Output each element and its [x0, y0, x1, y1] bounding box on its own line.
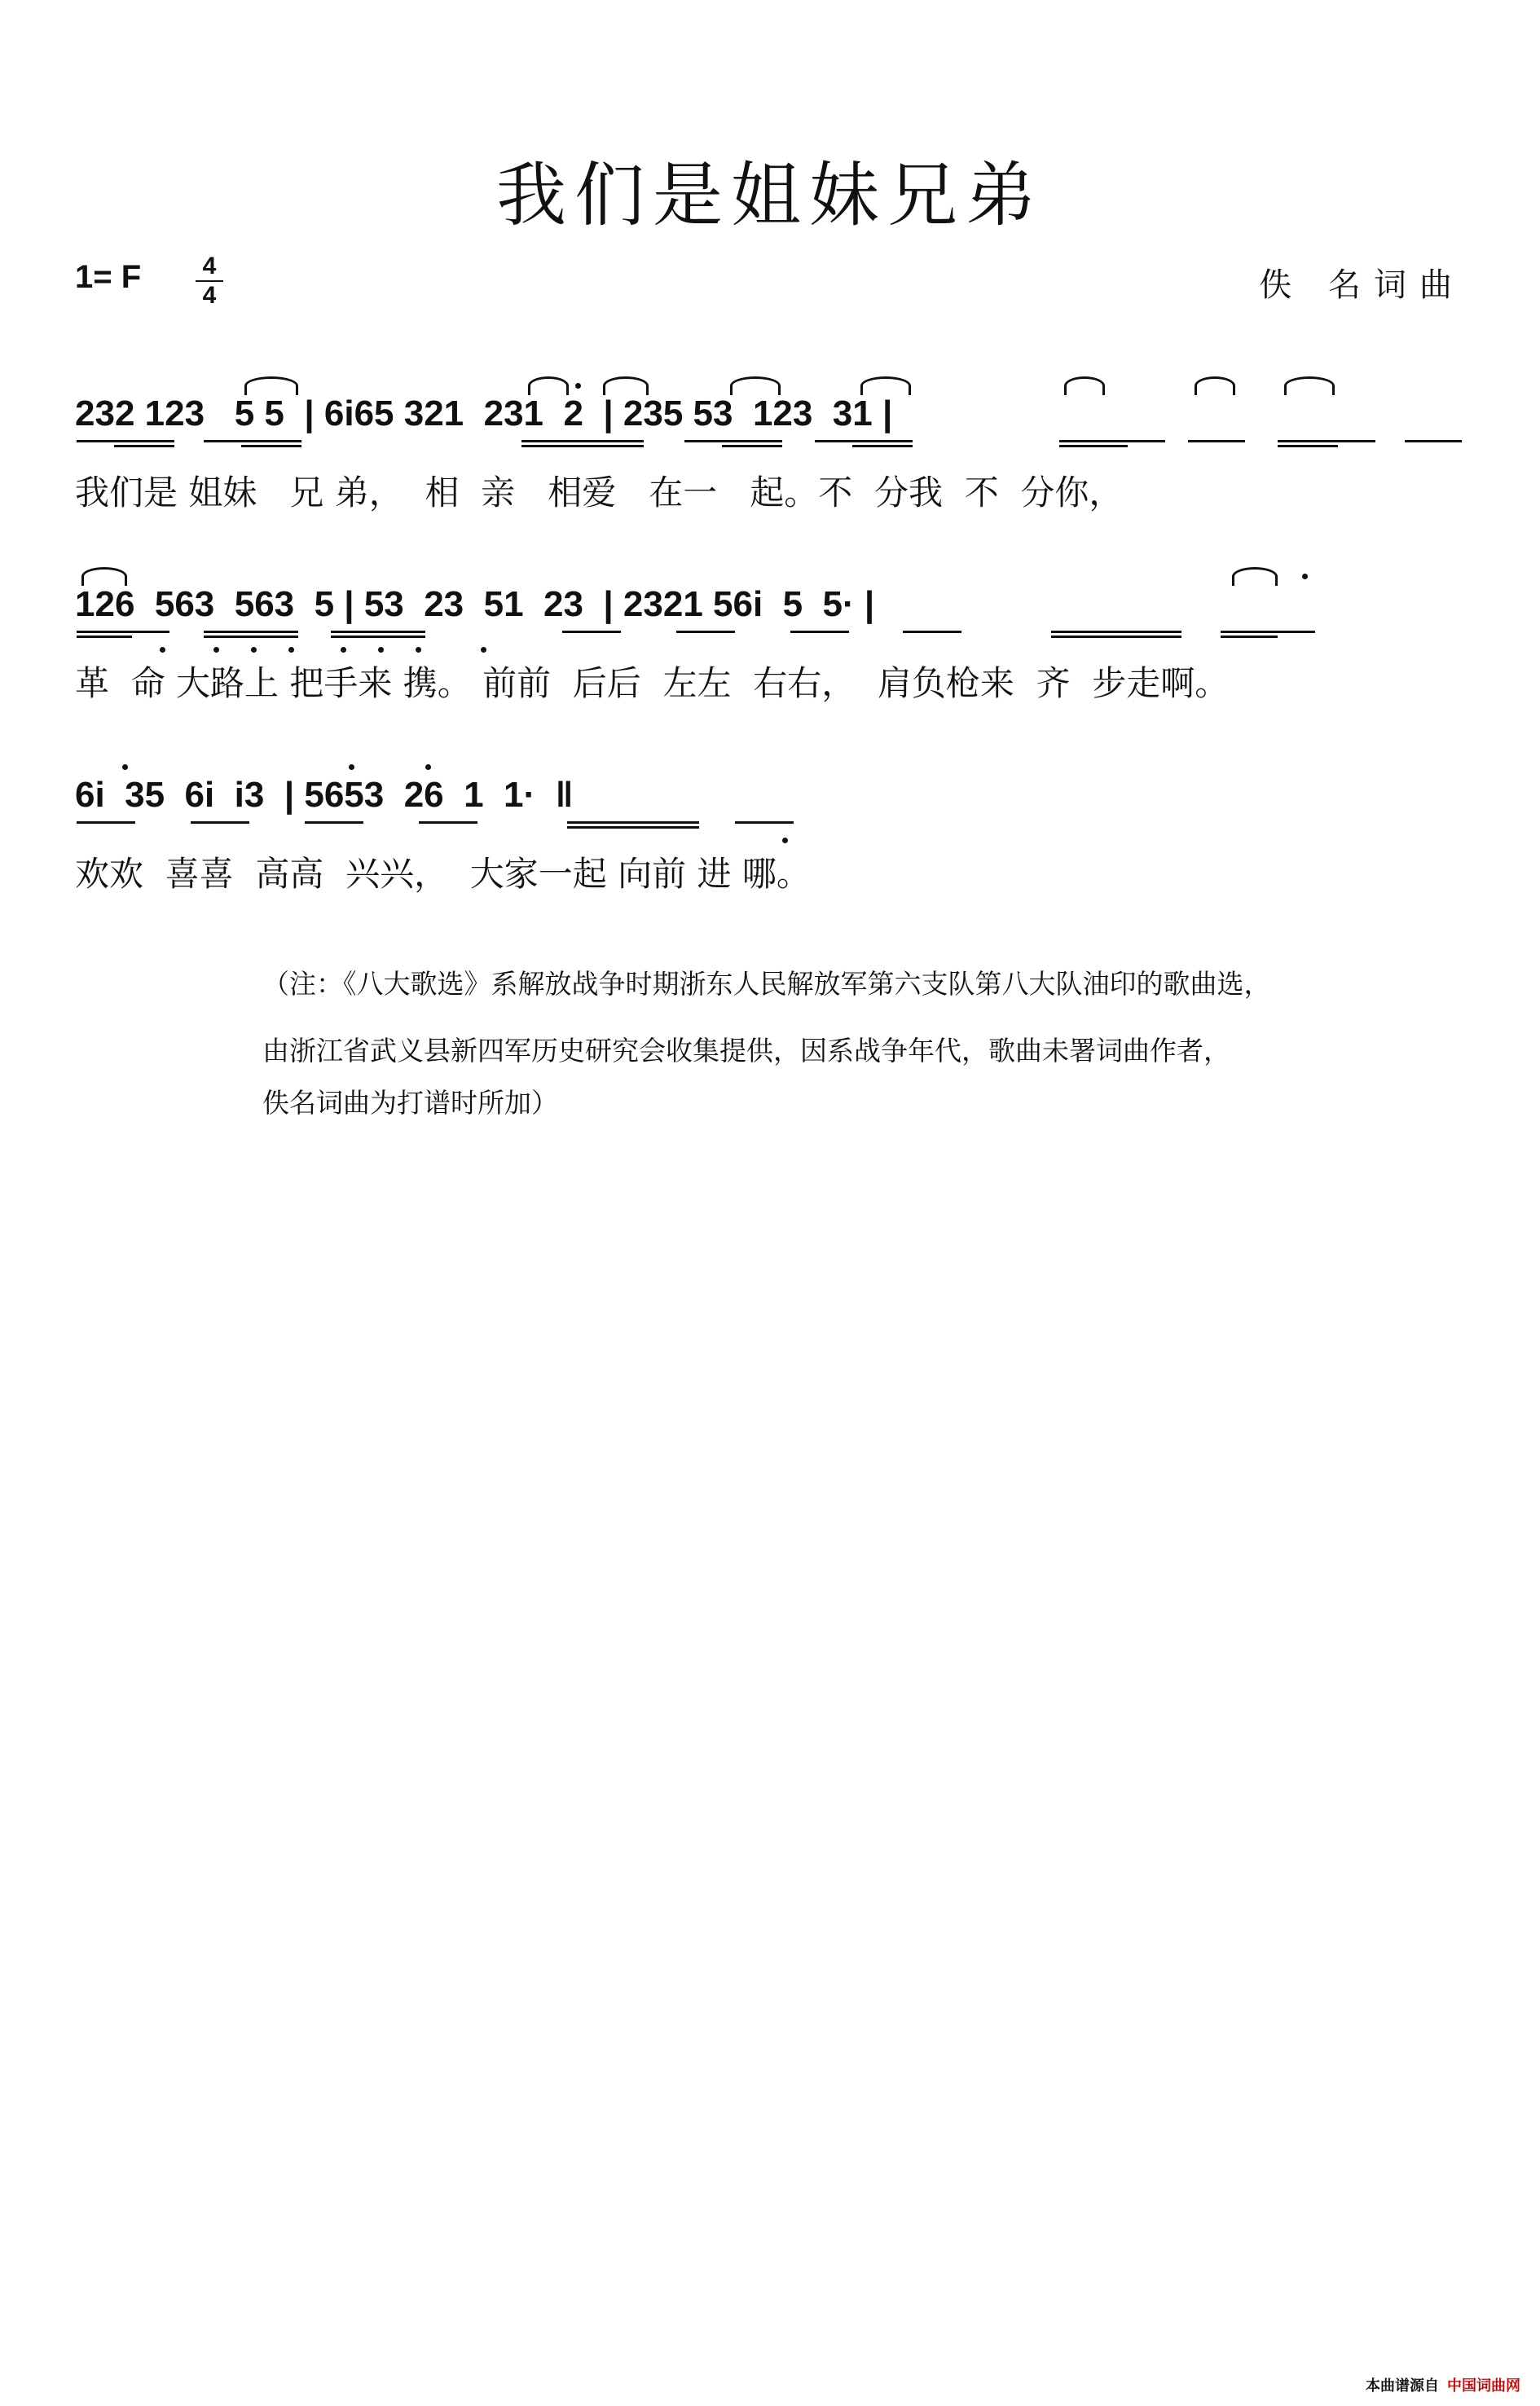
high-octave-dot: [575, 383, 581, 389]
notation-line-3: 6i 35 6i i3 | 5653 26 1 1· ‖: [75, 775, 574, 815]
low-octave-dot: [782, 838, 788, 843]
footnote-line-3: 佚名词曲为打谱时所加）: [262, 1087, 558, 1119]
notation-line-1: 232 123 5 5 | 6i65 321 231 2 | 235 53 123 31 |: [75, 394, 893, 433]
time-signature: [196, 254, 223, 308]
time-signature-top: 4: [202, 253, 217, 279]
lyrics-line-1: 我们是 姐妹 兄 弟， 相 亲 相爱 在一 起。不 分我 不 分你，: [75, 473, 1124, 512]
lyrics-line-2: 革 命 大路上 把手来 携。 前前 后后 左左 右右， 肩负枪来 齐 步走啊。: [75, 663, 1230, 703]
lyrics-line-3: 欢欢 喜喜 高高 兴兴， 大家一起 向前 进 哪。: [75, 854, 811, 894]
song-title: 我们是姐妹兄弟: [496, 155, 1044, 236]
site-link[interactable]: 中国词曲网: [1447, 2377, 1520, 2394]
notation-line-2: 126 563 563 5 | 53 23 51 23 | 2321 56i 5 5· |: [75, 584, 875, 624]
source-footer: [1366, 2374, 1520, 2395]
footnote-line-2: 由浙江省武义县新四军历史研究会收集提供，因系战争年代，歌曲未署词曲作者，: [262, 1035, 1230, 1067]
source-label: 本曲谱源自: [1366, 2377, 1439, 2394]
footnote-line-1: （注：《八大歌选》系解放战争时期浙东人民解放军第六支队第八大队油印的歌曲选，: [262, 968, 1271, 1000]
credit: 佚 名词曲: [1259, 266, 1465, 304]
key-signature: 1= F: [75, 259, 142, 295]
high-octave-dot: [1302, 574, 1308, 579]
time-signature-bottom: 4: [202, 282, 217, 309]
